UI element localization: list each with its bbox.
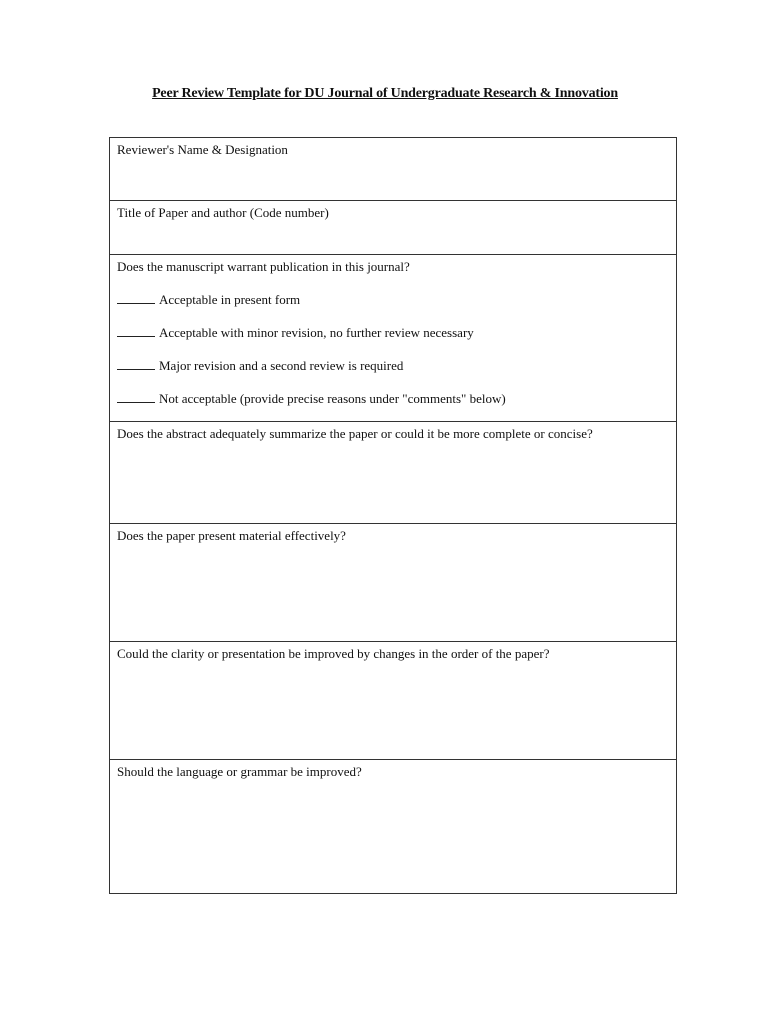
table-row-material xyxy=(110,524,677,642)
abstract-question: Does the abstract adequately summarize the paper or could it be more complete or concise? xyxy=(117,426,593,441)
table-row-language xyxy=(110,760,677,894)
option-blank[interactable] xyxy=(117,359,155,370)
option-major-revision[interactable] xyxy=(117,358,669,374)
paper-title-label: Title of Paper and author (Code number) xyxy=(117,205,329,220)
paper-title-cell[interactable] xyxy=(110,201,677,255)
table-row-manuscript xyxy=(110,255,677,422)
option-acceptable[interactable] xyxy=(117,292,669,308)
abstract-cell[interactable] xyxy=(110,422,677,524)
table-row-abstract xyxy=(110,422,677,524)
option-label: Not acceptable (provide precise reasons under "comments" below) xyxy=(159,391,506,406)
option-blank[interactable] xyxy=(117,392,155,403)
language-question: Should the language or grammar be improved? xyxy=(117,764,362,779)
table-row-reviewer xyxy=(110,138,677,201)
table-row-paper-title xyxy=(110,201,677,255)
option-label: Acceptable in present form xyxy=(159,292,301,307)
clarity-cell[interactable] xyxy=(110,642,677,760)
manuscript-cell xyxy=(110,255,677,422)
page-title: Peer Review Template for DU Journal of Undergraduate Research & Innovation xyxy=(152,86,618,101)
table-row-clarity xyxy=(110,642,677,760)
manuscript-question: Does the manuscript warrant publication in this journal? xyxy=(117,259,410,274)
reviewer-name-cell[interactable] xyxy=(110,138,677,201)
option-label: Acceptable with minor revision, no further review necessary xyxy=(159,325,474,340)
option-label: Major revision and a second review is required xyxy=(159,358,404,373)
option-blank[interactable] xyxy=(117,293,155,304)
language-cell[interactable] xyxy=(110,760,677,894)
option-blank[interactable] xyxy=(117,326,155,337)
peer-review-form-table xyxy=(109,137,677,894)
material-cell[interactable] xyxy=(110,524,677,642)
material-question: Does the paper present material effectively? xyxy=(117,528,346,543)
option-minor-revision[interactable] xyxy=(117,325,669,341)
reviewer-name-label: Reviewer's Name & Designation xyxy=(117,142,288,157)
option-not-acceptable[interactable] xyxy=(117,391,669,407)
clarity-question: Could the clarity or presentation be improved by changes in the order of the paper? xyxy=(117,646,550,661)
